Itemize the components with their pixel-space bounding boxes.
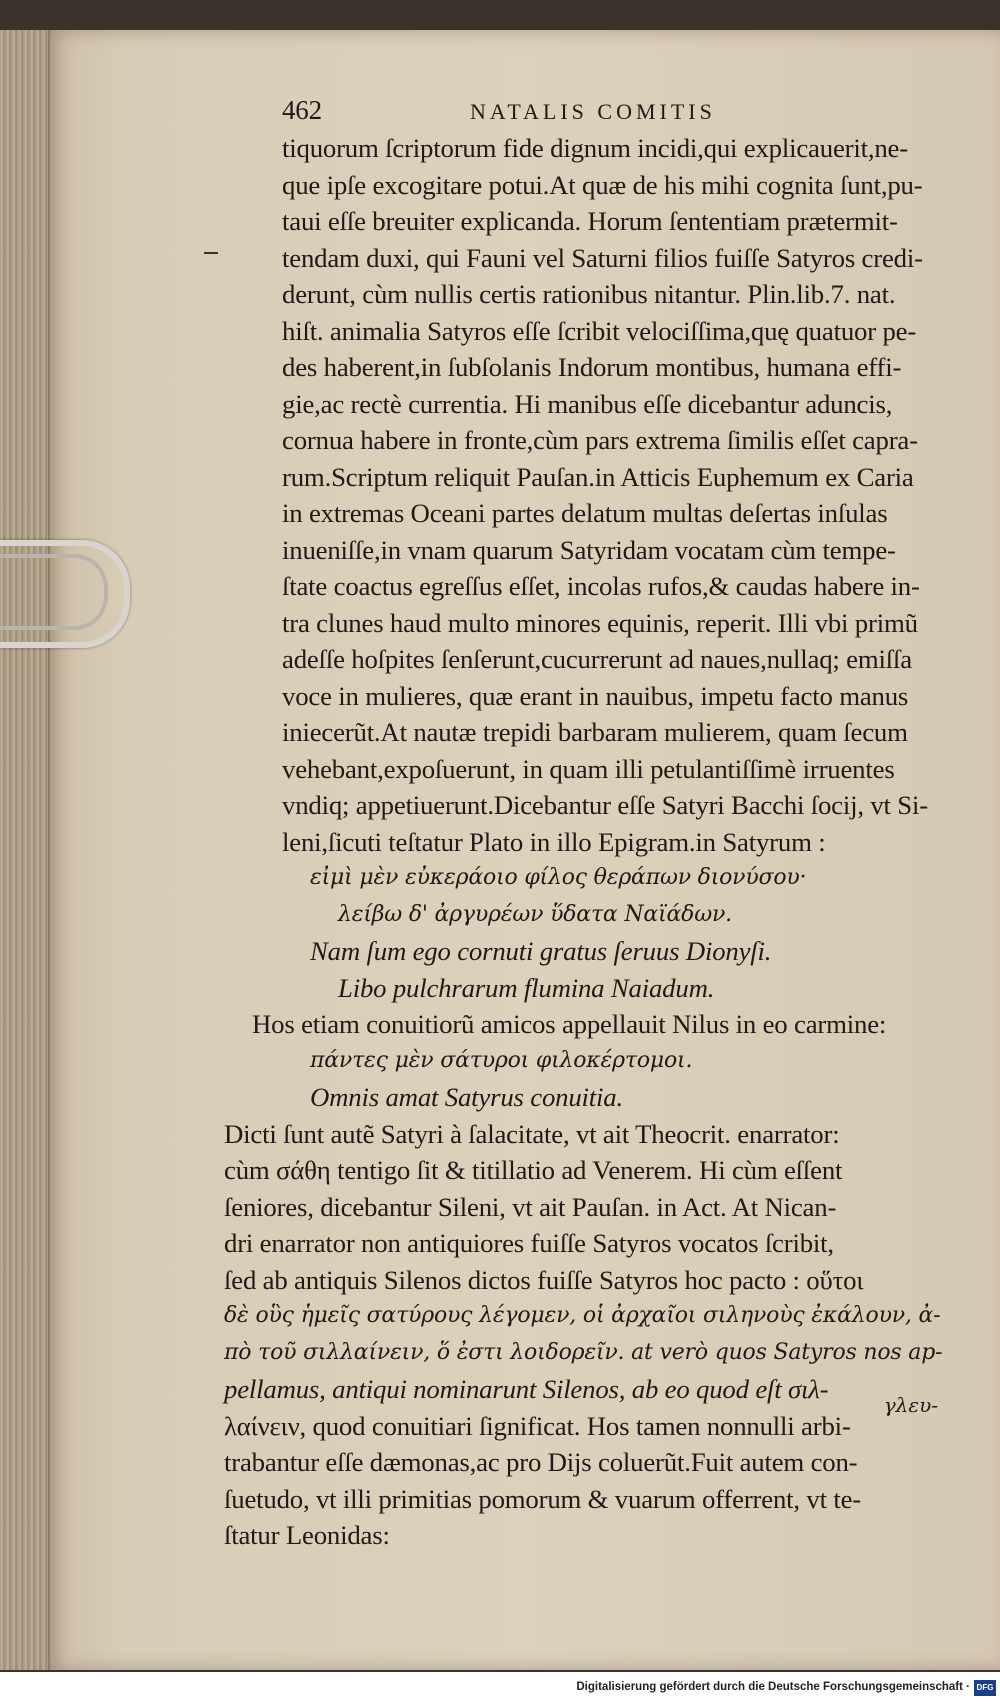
text-line: pellamus, antiqui nominarunt Silenos, ab eo quod eſt σιλ-: [224, 1374, 829, 1404]
latin-verse-line: Libo pulchrarum flumina Naiadum.: [338, 972, 715, 1003]
text-line: dri enarrator non antiquiores fuiſſe Satyros vocatos ſcribit,: [224, 1228, 834, 1258]
text-line: ſed ab antiquis Silenos dictos fuiſſe Satyros hoc pacto : οὕτοι: [224, 1264, 864, 1295]
text-line: tra clunes haud multo minores equinis, reperit. Illi vbi primũ: [282, 607, 918, 638]
text-line: que ipſe excogitare potui.At quæ de his mihi cognita ſunt,pu-: [282, 169, 923, 200]
greek-text-line: πὸ τοῦ σιλλαίνειν, ὅ ἐστι λοιδορεῖν. at verò quos Satyros nos ap-: [224, 1339, 943, 1365]
text-line: rum.Scriptum reliquit Pauſan.in Atticis Euphemum ex Caria: [282, 461, 914, 492]
greek-verse-line: πάντες μὲν σάτυροι φιλοκέρτομοι.: [310, 1047, 693, 1073]
text-line: gie,ac rectè currentia. Hi manibus eſſe dicebantur aduncis,: [282, 388, 893, 419]
text-line: tendam duxi, qui Fauni vel Saturni filios fuiſſe Satyros credi-: [282, 242, 923, 273]
greek-text-line: δὲ οὓς ἡμεῖς σατύρους λέγομεν, οἱ ἀρχαῖοι σιληνοὺς ἐκάλουν, ἀ-: [224, 1303, 941, 1328]
running-head-title: NATALIS COMITIS: [470, 99, 716, 124]
page-text-block: [224, 90, 962, 1554]
greek-verse-line: λείβω δ' ἀργυρέων ὕδατα Ναϊάδων.: [338, 901, 732, 927]
text-line: inueniſſe,in vnam quarum Satyridam vocatam cùm tempe-: [282, 534, 896, 565]
text-line: cornua habere in fronte,cùm pars extrema ſimilis eſſet capra-: [282, 425, 918, 455]
text-line: ſtatur Leonidas:: [224, 1520, 390, 1550]
running-head: [282, 90, 962, 130]
text-line: Hos etiam conuitiorũ amicos appellauit Nilus in eo carmine:: [252, 1009, 887, 1039]
latin-verse-line: Omnis amat Satyrus conuitia.: [310, 1082, 623, 1112]
dfg-logo: DFG: [974, 1680, 996, 1696]
text-line: leni,ſicuti teſtatur Plato in illo Epigram.in Satyrum :: [282, 826, 826, 857]
text-line: Dicti ſunt autẽ Satyri à ſalacitate, vt ait Theocrit. enarrator:: [224, 1118, 840, 1149]
text-line: tiquorum ſcriptorum fide dignum incidi,qui explicauerit,ne-: [282, 133, 908, 163]
text-line: iniecerũt.At nautæ trepidi barbaram mulierem, quam ſecum: [282, 717, 908, 747]
paper-clip-inner-loop: [0, 554, 108, 630]
text-line: λαίνειν, quod conuitiari ſignificat. Hos tamen nonnulli arbi-: [224, 1410, 851, 1441]
text-line: adeſſe hoſpites ſenſerunt,cucurrerunt ad naues,nullaq; emiſſa: [282, 644, 912, 674]
greek-verse-line: εἰμὶ μὲν εὐκεράοιο φίλος θεράπων διονύσου·: [310, 865, 807, 890]
page-number: 462: [282, 95, 322, 125]
digitization-footer: [0, 1672, 1000, 1706]
text-line: hiſt. animalia Satyros eſſe ſcribit velociſſima,quę quatuor pe-: [282, 315, 917, 346]
margin-mark: [204, 252, 218, 254]
text-line: cùm σάθη tentigo ſit & titillatio ad Venerem. Hi cùm eſſent: [224, 1155, 843, 1185]
text-line: ſeniores, dicebantur Sileni, vt ait Pauſan. in Act. At Nican-: [224, 1191, 837, 1222]
text-line: trabantur eſſe dæmonas,ac pro Dijs coluerũt.Fuit autem con-: [224, 1447, 858, 1477]
text-line: in extremas Oceani partes delatum multas deſertas inſulas: [282, 498, 888, 528]
text-line: taui eſſe breuiter explicanda. Horum ſententiam prætermit-: [282, 206, 898, 236]
latin-verse-line: Nam ſum ego cornuti gratus ſeruus Dionyſi.: [310, 936, 772, 966]
text-line: des haberent,in ſubſolanis Indorum montibus, humana effi-: [282, 352, 902, 382]
page-edges: [0, 30, 50, 1670]
text-line: derunt, cùm nullis certis rationibus nitantur. Plin.lib.7. nat.: [282, 279, 896, 309]
text-line: ſuetudo, vt illi primitias pomorum & vuarum offerrent, vt te-: [224, 1483, 862, 1514]
catchword: γλευ-: [883, 1393, 938, 1417]
text-line: vehebant,expoſuerunt, in quam illi petulantiſſimè irruentes: [282, 753, 895, 784]
footer-credit: Digitalisierung gefördert durch die Deutsche Forschungsgemeinschaft ·: [576, 1681, 970, 1693]
text-line: voce in mulieres, quæ erant in nauibus, impetu facto manus: [282, 680, 909, 711]
text-line: vndiq; appetiuerunt.Dicebantur eſſe Satyri Bacchi ſocij, vt Si-: [282, 790, 928, 820]
text-line: ſtate coactus egreſſus eſſet, incolas rufos,& caudas habere in-: [282, 571, 920, 601]
